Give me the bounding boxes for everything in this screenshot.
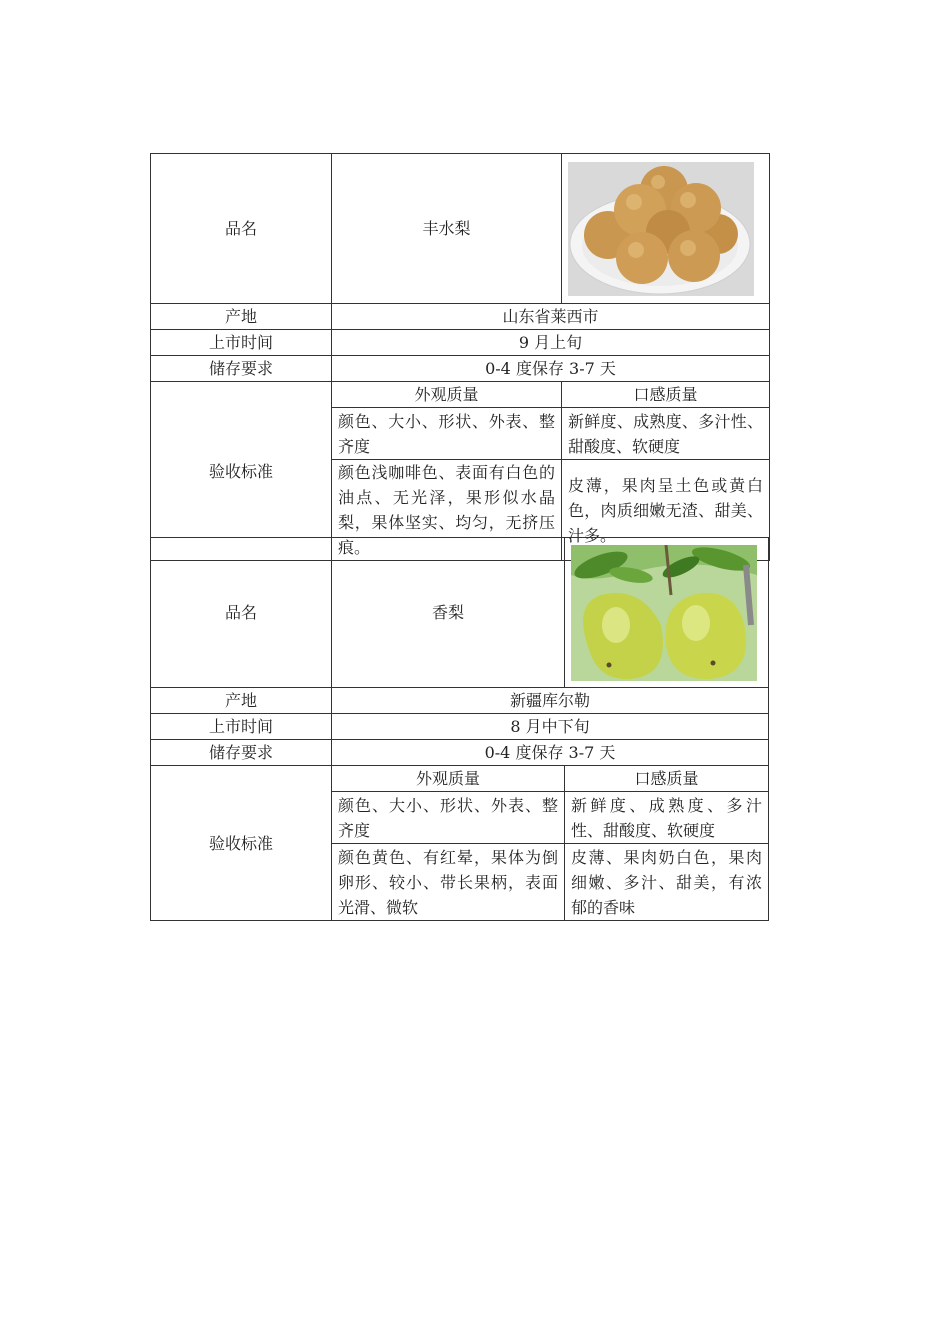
pear-photo-xiangli	[571, 545, 757, 681]
season-label: 上市时间	[151, 330, 332, 356]
appearance-criteria: 颜色、大小、形状、外表、整齐度	[332, 792, 565, 844]
origin-label: 产地	[151, 304, 332, 330]
taste-criteria: 新鲜度、成熟度、多汁性、甜酸度、软硬度	[565, 792, 769, 844]
standard-label: 验收标准	[151, 766, 332, 921]
taste-header: 口感质量	[562, 382, 770, 408]
season-value: 8 月中下旬	[332, 714, 769, 740]
taste-description: 皮薄、果肉奶白色，果肉细嫩、多汁、甜美，有浓郁的香味	[565, 844, 769, 921]
taste-header: 口感质量	[565, 766, 769, 792]
taste-description: 皮薄，果肉呈土色或黄白色，肉质细嫩无渣、甜美、汁多。	[562, 460, 770, 561]
appearance-header: 外观质量	[332, 382, 562, 408]
photo-cell	[562, 154, 770, 304]
pear-table-2	[150, 537, 769, 921]
appearance-description: 颜色黄色、有红晕，果体为倒卵形、较小、带长果柄，表面光滑、微软	[332, 844, 565, 921]
name-value: 香梨	[332, 538, 565, 688]
storage-label: 储存要求	[151, 740, 332, 766]
origin-value: 新疆库尔勒	[332, 688, 769, 714]
origin-value: 山东省莱西市	[332, 304, 770, 330]
pear-table-1	[150, 153, 770, 561]
appearance-criteria: 颜色、大小、形状、外表、整齐度	[332, 408, 562, 460]
appearance-description: 颜色浅咖啡色、表面有白色的油点、无光泽，果形似水晶梨，果体坚实、均匀，无挤压痕。	[332, 460, 562, 561]
pear-photo-fengshui	[568, 162, 754, 296]
storage-label: 储存要求	[151, 356, 332, 382]
season-label: 上市时间	[151, 714, 332, 740]
name-value: 丰水梨	[332, 154, 562, 304]
name-label: 品名	[151, 154, 332, 304]
storage-value: 0-4 度保存 3-7 天	[332, 740, 769, 766]
origin-label: 产地	[151, 688, 332, 714]
name-label: 品名	[151, 538, 332, 688]
taste-criteria: 新鲜度、成熟度、多汁性、甜酸度、软硬度	[562, 408, 770, 460]
standard-label: 验收标准	[151, 382, 332, 561]
season-value: 9 月上旬	[332, 330, 770, 356]
photo-cell	[565, 538, 769, 688]
storage-value: 0-4 度保存 3-7 天	[332, 356, 770, 382]
appearance-header: 外观质量	[332, 766, 565, 792]
